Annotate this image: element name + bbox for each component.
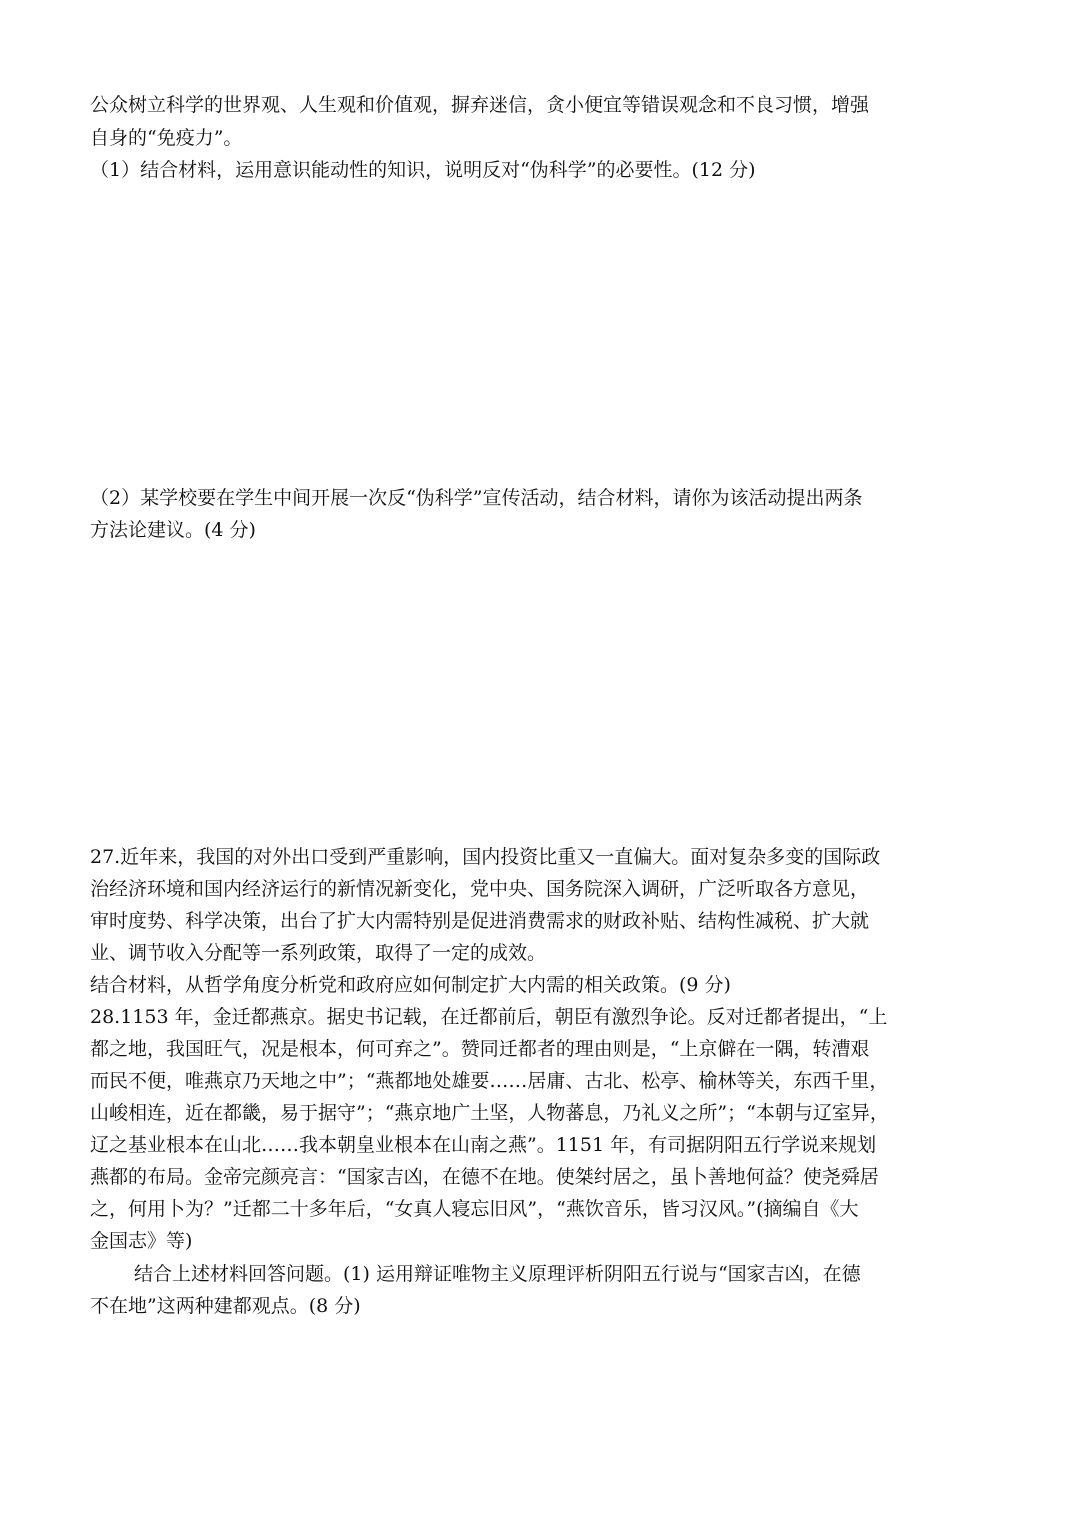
question-28-line: 之，何用卜为？”迁都二十多年后，“女真人寝忘旧风”，“燕饮音乐，皆习汉风。”(摘编自《大 xyxy=(90,1198,859,1220)
question-26-2-line-2: 方法论建议。(4 分) xyxy=(90,519,256,541)
question-27-line: 27.近年来，我国的对外出口受到严重影响，国内投资比重又一直偏大。面对复杂多变的国际政 xyxy=(90,846,881,868)
question-28-1-line-1: 结合上述材料回答问题。(1) 运用辩证唯物主义原理评析阴阳五行说与“国家吉凶，在德 xyxy=(134,1263,861,1285)
question-28-line: 山峻相连，近在都畿，易于据守”；“燕京地广土坚，人物蕃息，乃礼义之所”；“本朝与辽室异， xyxy=(90,1102,889,1124)
question-26-1: （1）结合材料，运用意识能动性的知识，说明反对“伪科学”的必要性。(12 分) xyxy=(90,159,756,181)
question-28-line: 燕都的布局。金帝完颜亮言：“国家吉凶，在德不在地。使桀纣居之，虽卜善地何益？使尧舜居 xyxy=(90,1166,879,1188)
paragraph-line: 公众树立科学的世界观、人生观和价值观，摒弃迷信，贪小便宜等错误观念和不良习惯，增强 xyxy=(90,94,870,116)
question-28-line: 金国志》等) xyxy=(90,1230,193,1252)
question-28-line: 辽之基业根本在山北……我本朝皇业根本在山南之燕”。1151 年，有司据阴阳五行学说来规划 xyxy=(90,1134,877,1156)
question-28-line: 28.1153 年，金迁都燕京。据史书记载，在迁都前后，朝臣有激烈争论。反对迁都者提出，“上 xyxy=(90,1006,888,1028)
question-27-line: 审时度势、科学决策，出台了扩大内需特别是促进消费需求的财政补贴、结构性减税、扩大就 xyxy=(90,910,870,932)
paragraph-line: 自身的“免疫力”。 xyxy=(90,127,243,149)
question-28-line: 而民不便，唯燕京乃天地之中”；“燕都地处雄要……居庸、古北、松亭、榆林等关，东西千里， xyxy=(90,1070,889,1092)
question-26-2-line-1: （2）某学校要在学生中间开展一次反“伪科学”宣传活动，结合材料，请你为该活动提出两条 xyxy=(90,487,863,509)
question-27-prompt: 结合材料，从哲学角度分析党和政府应如何制定扩大内需的相关政策。(9 分) xyxy=(90,974,731,996)
question-28-line: 都之地，我国旺气，况是根本，何可弃之”。赞同迁都者的理由则是，“上京僻在一隅，转漕艰 xyxy=(90,1038,870,1060)
question-27-line: 治经济环境和国内经济运行的新情况新变化，党中央、国务院深入调研，广泛听取各方意见， xyxy=(90,878,870,900)
question-27-line: 业、调节收入分配等一系列政策，取得了一定的成效。 xyxy=(90,942,547,964)
question-28-1-line-2: 不在地”这两种建都观点。(8 分) xyxy=(90,1295,361,1317)
